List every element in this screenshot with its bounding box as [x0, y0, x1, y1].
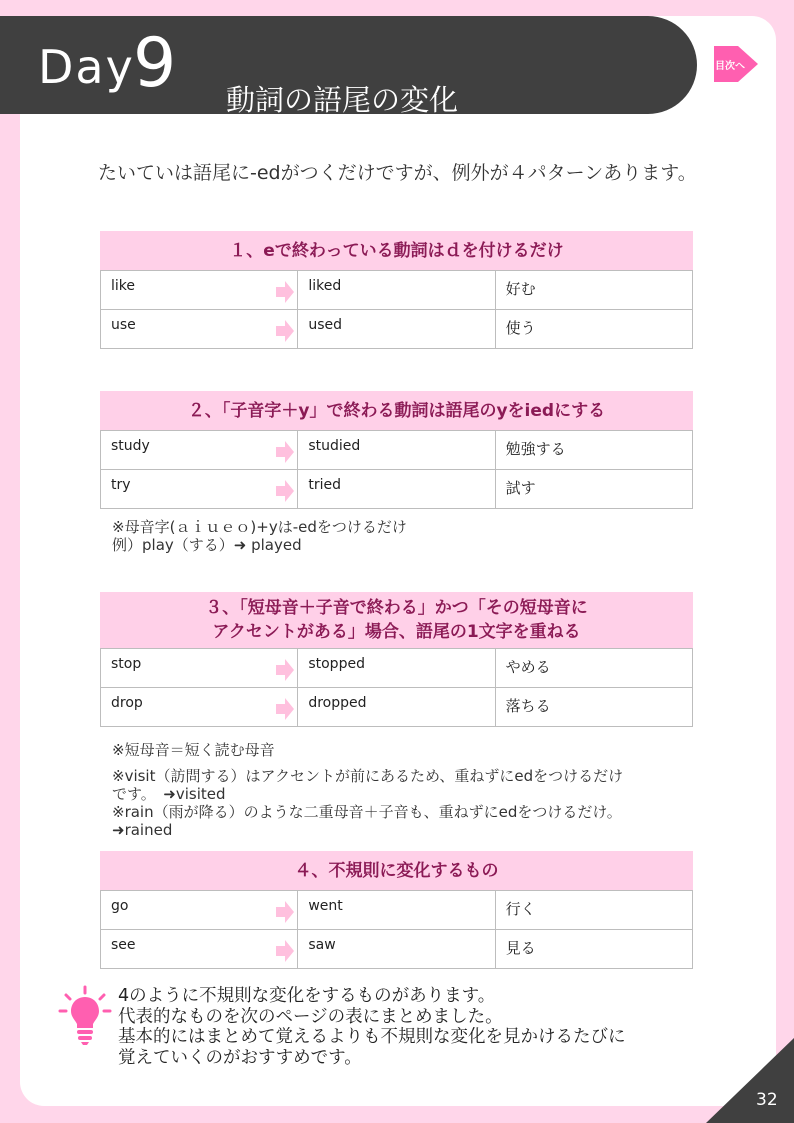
section-4: [100, 851, 693, 969]
note-line: です。 ➜visited: [112, 785, 226, 803]
right-arrow-icon: [276, 480, 294, 502]
tip-text: [118, 986, 626, 1068]
base-form: try: [101, 470, 298, 509]
right-arrow-icon: [276, 698, 294, 720]
section-heading: １、eで終わっている動詞はｄを付けるだけ: [100, 231, 693, 270]
past-form: stopped: [298, 649, 495, 688]
base-form: go: [101, 891, 298, 930]
section-1: [100, 231, 693, 349]
tip-line: 覚えていくのがおすすめです。: [118, 1047, 362, 1068]
section-3: [100, 592, 693, 727]
meaning: 見る: [495, 930, 692, 969]
note-block: [112, 741, 623, 839]
note-line: ➜rained: [112, 821, 173, 839]
past-form: liked: [298, 271, 495, 310]
past-form: studied: [298, 431, 495, 470]
toc-label: 目次へ: [715, 61, 745, 72]
page-number: 32: [756, 1090, 778, 1110]
meaning: 好む: [495, 271, 692, 310]
section-heading: ２、「子音字＋y」で終わる動詞は語尾のyをiedにする: [100, 391, 693, 430]
section-heading: [100, 592, 693, 648]
meaning: 落ちる: [495, 688, 692, 727]
tip-line: 代表的なものを次のページの表にまとめました。: [118, 1006, 503, 1027]
verb-table: [100, 648, 693, 727]
meaning: 試す: [495, 470, 692, 509]
past-form: dropped: [298, 688, 495, 727]
day-number: 9: [133, 24, 177, 103]
right-arrow-icon: [276, 901, 294, 923]
note-block: [112, 518, 407, 554]
right-arrow-icon: [276, 281, 294, 303]
note-line: ※母音字(ａｉｕｅｏ)+yは-edをつけるだけ: [112, 518, 407, 536]
section-2: [100, 391, 693, 509]
table-row: [101, 649, 693, 688]
table-row: [101, 470, 693, 509]
base-form: see: [101, 930, 298, 969]
meaning: 勉強する: [495, 431, 692, 470]
note-line: ※rain（雨が降る）のような二重母音＋子音も、重ねずにedをつけるだけ。: [112, 803, 622, 821]
page-corner: [706, 1038, 794, 1123]
note-line: 例）play（する）➜ played: [112, 536, 302, 554]
heading-line: ３、「短母音＋子音で終わる」かつ「その短母音に: [205, 598, 588, 618]
toc-button[interactable]: [712, 44, 760, 84]
table-row: [101, 891, 693, 930]
meaning: 行く: [495, 891, 692, 930]
note-line: ※短母音＝短く読む母音: [112, 741, 275, 759]
base-form: like: [101, 271, 298, 310]
day-label: Day: [38, 40, 135, 94]
table-row: [101, 431, 693, 470]
meaning: やめる: [495, 649, 692, 688]
verb-table: [100, 270, 693, 349]
past-form: saw: [298, 930, 495, 969]
page-title: 動詞の語尾の変化: [226, 83, 459, 117]
verb-table: [100, 890, 693, 969]
table-row: [101, 688, 693, 727]
note-line: ※visit（訪問する）はアクセントが前にあるため、重ねずにedをつけるだけ: [112, 767, 624, 785]
tip-line: 4のように不規則な変化をするものがあります。: [118, 986, 496, 1006]
past-form: used: [298, 310, 495, 349]
heading-line: アクセントがある」場合、語尾の1文字を重ねる: [212, 622, 581, 642]
verb-table: [100, 430, 693, 509]
base-form: study: [101, 431, 298, 470]
base-form: stop: [101, 649, 298, 688]
table-row: [101, 271, 693, 310]
base-form: drop: [101, 688, 298, 727]
tip-line: 基本的にはまとめて覚えるよりも不規則な変化を見かけるたびに: [118, 1027, 626, 1047]
right-arrow-icon: [276, 659, 294, 681]
table-row: [101, 930, 693, 969]
table-row: [101, 310, 693, 349]
past-form: tried: [298, 470, 495, 509]
right-arrow-icon: [276, 940, 294, 962]
right-arrow-icon: [276, 441, 294, 463]
meaning: 使う: [495, 310, 692, 349]
header-bar: [0, 16, 697, 117]
lightbulb-icon: [58, 985, 112, 1047]
section-heading: ４、不規則に変化するもの: [100, 851, 693, 890]
past-form: went: [298, 891, 495, 930]
base-form: use: [101, 310, 298, 349]
right-arrow-icon: [276, 320, 294, 342]
intro-text: たいていは語尾に-edがつくだけですが、例外が４パターンあります。: [98, 162, 697, 184]
